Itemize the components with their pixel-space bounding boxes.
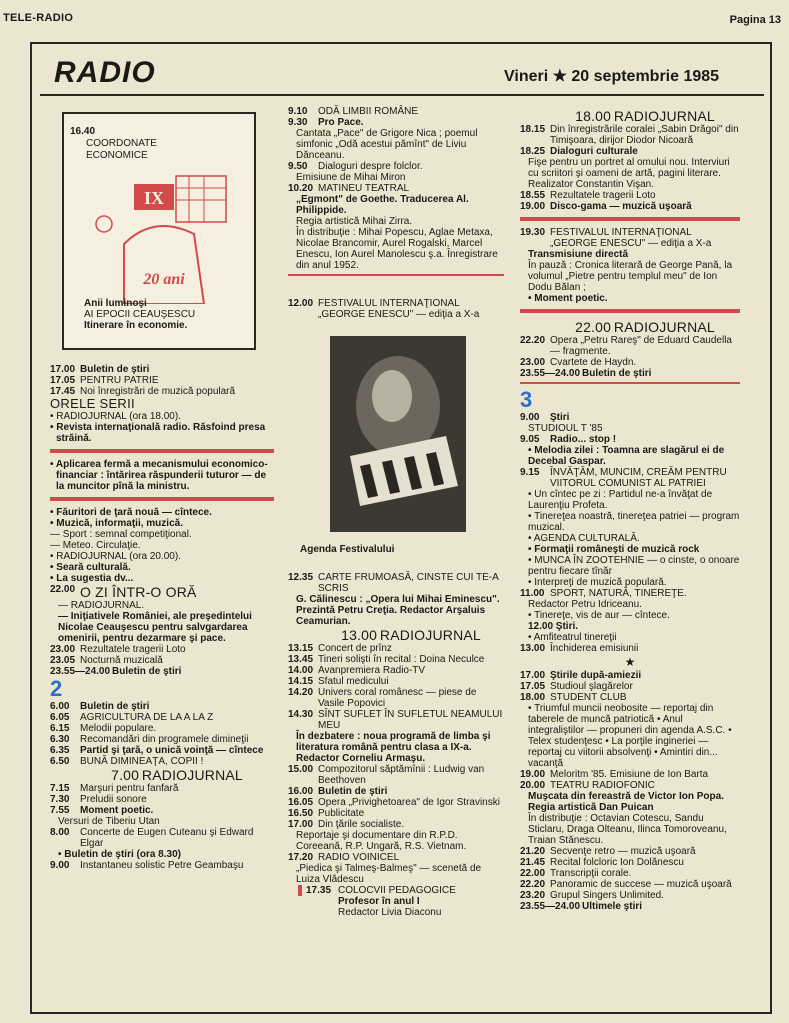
list-item: 18.00 STUDENT CLUB xyxy=(520,692,627,703)
list-item: Redactor Livia Diaconu xyxy=(338,907,442,918)
list-item: • RADIOJURNAL (ora 20.00). xyxy=(50,551,181,562)
list-item: În distribuţie : Mihai Popescu, Aglae Metaxa, Nicolae Brancomir, Aurel Rogalski, Marcel Enescu, Ion Aurel Manolescu ş.a. Înregistrare din anul 1952. xyxy=(296,227,498,271)
poster-emblem-icon xyxy=(64,154,254,304)
list-item: 23.00 Rezultatele tragerii Loto xyxy=(50,644,186,655)
list-item: • Un cîntec pe zi : Partidul ne-a învăţat de Laurenţiu Profeta. xyxy=(528,489,713,511)
list-item: 9.50 Dialoguri despre folclor. xyxy=(288,161,423,172)
list-item: — Meteo. Circulaţie. xyxy=(50,540,141,551)
list-item: Regia artistică Mihai Zirra. xyxy=(296,216,413,227)
list-item: 12.00 FESTIVALUL INTERNAŢIONAL „GEORGE ENESCU" — ediţia a X-a xyxy=(288,298,480,320)
list-item: 16.05 Opera „Privighetoarea" de Igor Stravinski xyxy=(288,797,500,808)
list-item: 14.15 Sfatul medicului xyxy=(288,676,389,687)
list-item: 9.00 Instantaneu solistic Petre Geambaşu xyxy=(50,860,244,871)
poster-bottom-2: AI EPOCII CEAUŞESCU xyxy=(84,309,196,320)
poster-coordonate-economice xyxy=(62,112,256,350)
list-item: • Tinereţea noastră, tinereţea patriei — program muzical. xyxy=(528,511,740,533)
list-item: 16.00 Buletin de ştiri xyxy=(288,786,388,797)
list-item: • Revista internaţională radio. Răsfoind presa străină. xyxy=(50,422,266,444)
list-item: 9.30 Pro Pace. xyxy=(288,117,364,128)
poster-time: 16.40 xyxy=(70,126,96,137)
list-item: 7.55 Moment poetic. xyxy=(50,805,154,816)
list-item: 23.55—24.00 Ultimele ştiri xyxy=(520,901,643,912)
list-item: În pauză : Cronica literară de George Pană, la volumul „Pietre pentru templul meu" de Ion Dodu Bălan ; xyxy=(528,260,733,293)
list-item: • MUNCA ÎN ZOOTEHNIE — o cinste, o onoare pentru fiecare tînăr xyxy=(528,555,740,577)
list-item: — Iniţiativele României, ale preşedintelui Nicolae Ceauşescu pentru salvgardarea omenirii, pentru dezarmare şi pace. xyxy=(58,611,252,644)
list-item: 22.00 RADIOJURNAL xyxy=(575,319,715,335)
list-item: • Buletin de ştiri (ora 8.30) xyxy=(58,849,181,860)
divider xyxy=(520,382,740,384)
list-item: Profesor în anul I xyxy=(338,896,420,907)
list-item: 23.55—24.00 Buletin de ştiri xyxy=(50,666,182,677)
program-3-number: 3 xyxy=(520,387,533,412)
list-item: 6.50 BUNĂ DIMINEAŢA, COPII ! xyxy=(50,756,204,767)
list-item: Fişe pentru un portret al omului nou. Interviuri cu scriitori şi oameni de artă, pagini literare. Realizator Constantin Vişan. xyxy=(528,157,730,190)
list-item: • Muzică, informaţii, muzică. xyxy=(50,518,183,529)
list-item: 13.00 RADIOJURNAL xyxy=(341,627,481,643)
list-item: „Piedica şi Talmeş-Balmeş" — scenetă de Luiza Vlădescu xyxy=(296,863,482,885)
list-item: 12.00 Ştiri. xyxy=(528,621,579,632)
poster-title: COORDONATE ECONOMICE xyxy=(86,138,157,161)
list-item: 12.35 CARTE FRUMOASĂ, CINSTE CUI TE-A SCRIS xyxy=(288,572,499,594)
divider xyxy=(520,309,740,313)
masthead xyxy=(0,0,789,40)
list-item: • AGENDA CULTURALĂ. xyxy=(528,533,640,544)
poster-bottom-3: Itinerare în economie. xyxy=(84,320,188,331)
list-item: 21.20 Secvenţe retro — muzică uşoară xyxy=(520,846,696,857)
list-item: 9.10 ODĂ LIMBII ROMÂNE xyxy=(288,106,419,117)
list-item: • RADIOJURNAL (ora 18.00). xyxy=(50,411,181,422)
list-item: G. Călinescu : „Opera lui Mihai Eminescu". Prezintă Petru Creţia. Redactor Arşaluis Ceamurian. xyxy=(296,594,500,627)
list-item: 7.00 RADIOJURNAL xyxy=(111,767,243,783)
list-item: 19.00 Disco-gama — muzică uşoară xyxy=(520,201,692,212)
divider xyxy=(50,497,274,501)
list-item: 18.15 Din înregistrările coralei „Sabin Drăgoi" din Timişoara, dirijor Diodor Nicoară xyxy=(520,124,739,146)
list-item: 23.00 Cvartete de Haydn. xyxy=(520,357,637,368)
list-item: 15.00 Compozitorul săptămînii : Ludwig van Beethoven xyxy=(288,764,485,786)
list-item: • Amfiteatrul tinereţii xyxy=(528,632,617,643)
list-item: 13.45 Tineri solişti în recital : Doina Neculce xyxy=(288,654,485,665)
list-item: 17.05 PENTRU PATRIE xyxy=(50,375,159,386)
list-item: • Seară culturală. xyxy=(50,562,131,573)
list-item: 17.45 Noi înregistrări de muzică populară xyxy=(50,386,236,397)
list-item: Muşcata din fereastră de Victor Ion Popa. Regia artistică Dan Puican xyxy=(528,791,724,813)
list-item: 21.45 Recital folcloric Ion Dolănescu xyxy=(520,857,684,868)
list-item: 22.00 O ZI ÎNTR-O ORĂ xyxy=(50,584,197,600)
list-item: 23.55—24.00 Buletin de ştiri xyxy=(520,368,652,379)
festival-photo-icon xyxy=(330,336,466,532)
list-item: • Interpreţi de muzică populară. xyxy=(528,577,667,588)
list-item: 10.20 MATINEU TEATRAL xyxy=(288,183,410,194)
list-item: STUDIOUL T '85 xyxy=(528,423,603,434)
festival-block xyxy=(288,298,504,320)
list-item: • La sugestia dv... xyxy=(50,573,134,584)
list-item: 18.55 Rezultatele tragerii Loto xyxy=(520,190,656,201)
list-item: 14.20 Univers coral românesc — piese de Vasile Popovici xyxy=(288,687,477,709)
list-item: 19.30 FESTIVALUL INTERNAŢIONAL „GEORGE ENESCU" — ediţia a X-a xyxy=(520,227,712,249)
column-evening-and-program-3 xyxy=(520,108,740,912)
list-item: • Făuritori de ţară nouă — cîntece. xyxy=(50,507,212,518)
column-program-1-midday xyxy=(288,106,504,280)
list-item: 7.30 Preludii sonore xyxy=(50,794,147,805)
list-item: 11.00 SPORT, NATURĂ, TINEREŢE. xyxy=(520,588,687,599)
list-item: 17.35 COLOCVII PEDAGOGICE xyxy=(298,885,504,896)
list-item: 20.00 TEATRU RADIOFONIC xyxy=(520,780,655,791)
list-item: • Triumful muncii neobosite — reportaj din taberele de muncă patriotică • Anul integraliştilor — propuneri din agenda A.S.C. • Telex studenţesc • La porţile ingineriei — reportaj cu viitorii absolvenţi • Amintiri din... vacanţă xyxy=(528,703,732,769)
list-item: 22.20 Panoramic de succese — muzică uşoară xyxy=(520,879,732,890)
title-rule xyxy=(40,94,764,96)
list-item: 17.00 Din ţările socialiste. xyxy=(288,819,405,830)
list-item: Redactor Petru Idriceanu. xyxy=(528,599,642,610)
divider xyxy=(520,217,740,221)
star-icon: ★ xyxy=(624,655,636,669)
list-item: În dezbatere : noua programă de limba şi literatura română pentru clasa a IX-a. Redactor Corneliu Armaşu. xyxy=(296,731,491,764)
list-item: 18.25 Dialoguri culturale xyxy=(520,146,638,157)
list-item: Versuri de Tiberiu Utan xyxy=(58,816,160,827)
list-item: Reportaje şi documentare din R.P.D. Coreeană, R.P. Ungară, R.S. Vietnam. xyxy=(296,830,467,852)
page-number: Pagina 13 xyxy=(729,14,781,26)
list-item: • Formaţii româneşti de muzică rock xyxy=(528,544,700,555)
list-item: Transmisiune directă xyxy=(528,249,629,260)
list-item: 7.15 Marşuri pentru fanfară xyxy=(50,783,179,794)
list-item: • Melodia zilei : Toamna are slagărul ei de Decebal Gaspar. xyxy=(528,445,725,467)
program-2-number: 2 xyxy=(50,676,63,701)
list-item: 17.20 RADIO VOINICEL xyxy=(288,852,400,863)
list-item: 9.15 ÎNVĂŢĂM, MUNCIM, CREĂM PENTRU VIITORUL COMUNIST AL PATRIEI xyxy=(520,467,727,489)
list-item: 13.00 Închiderea emisiunii xyxy=(520,643,639,654)
list-item: — Sport : semnal competiţional. xyxy=(50,529,192,540)
list-item: Cantata „Pace" de Grigore Nica ; poemul simfonic „Odă acestui pămînt" de Liviu Dănceanu. xyxy=(296,128,478,161)
list-item: 9.05 Radio... stop ! xyxy=(520,434,617,445)
list-item: Emisiune de Mihai Miron xyxy=(296,172,406,183)
list-item: În distribuţie : Octavian Cotescu, Sandu Sticlaru, Draga Olteanu, Ilinca Tomoroveanu, Traian Stănescu. xyxy=(528,813,727,846)
list-item: 18.00 RADIOJURNAL xyxy=(575,108,715,124)
list-item: 17.00 Ştirile după-amiezii xyxy=(520,670,642,681)
list-item: 8.00 Concerte de Eugen Cuteanu şi Edward Elgar xyxy=(50,827,254,849)
list-item: 6.35 Partid şi ţară, o unică voinţă — cîntece xyxy=(50,745,264,756)
list-item: 14.30 SÎNT SUFLET ÎN SUFLETUL NEAMULUI MEU xyxy=(288,709,503,731)
list-item: 6.30 Recomandări din programele dimineţii xyxy=(50,734,249,745)
heading-orele-serii: ORELE SERII xyxy=(50,396,135,411)
list-item: 23.05 Nocturnă muzicală xyxy=(50,655,163,666)
list-item: 23.20 Grupul Singers Unlimited. xyxy=(520,890,664,901)
list-item: • Moment poetic. xyxy=(528,293,608,304)
column-program-1-afternoon xyxy=(288,572,504,918)
list-item: • Aplicarea fermă a mecanismului economico-financiar : întărirea răspunderii tuturor — de la muncitor pînă la ministru. xyxy=(50,459,268,492)
list-item: — RADIOJURNAL. xyxy=(58,600,145,611)
poster-caption xyxy=(84,298,254,331)
divider xyxy=(288,274,504,276)
divider xyxy=(50,449,274,453)
list-item: • Tinereţe, vis de aur — cîntece. xyxy=(528,610,670,621)
poster-roman: IX xyxy=(143,188,165,208)
list-item: 17.05 Studioul şlagărelor xyxy=(520,681,633,692)
list-item: 9.00 Ştiri xyxy=(520,412,570,423)
list-item: 14.00 Avanpremiera Radio-TV xyxy=(288,665,426,676)
section-title: RADIO xyxy=(54,56,156,89)
list-item: 22.20 Opera „Petru Rareş" de Eduard Caudella — fragmente. xyxy=(520,335,732,357)
masthead-left: TELE-RADIO xyxy=(3,12,74,24)
list-item: „Egmont" de Goethe. Traducerea Al. Philippide. xyxy=(296,194,469,216)
list-item: 6.05 AGRICULTURA DE LA A LA Z xyxy=(50,712,214,723)
list-item: 16.50 Publicitate xyxy=(288,808,365,819)
list-item: 6.15 Melodii populare. xyxy=(50,723,157,734)
photo-caption: Agenda Festivalului xyxy=(300,544,395,555)
list-item: 17.00 Buletin de ştiri xyxy=(50,364,150,375)
column-program-1 xyxy=(50,364,274,871)
poster-years: 20 ani xyxy=(143,271,185,288)
list-item: 22.00 Transcripţii corale. xyxy=(520,868,632,879)
date-line: Vineri ★ 20 septembrie 1985 xyxy=(504,68,720,85)
list-item: 13.15 Concert de prînz xyxy=(288,643,392,654)
list-item: 6.00 Buletin de ştiri xyxy=(50,701,150,712)
list-item: 19.00 Meloritm '85. Emisiune de Ion Barta xyxy=(520,769,709,780)
poster-bottom-1: Anii luminoşi xyxy=(84,298,147,309)
